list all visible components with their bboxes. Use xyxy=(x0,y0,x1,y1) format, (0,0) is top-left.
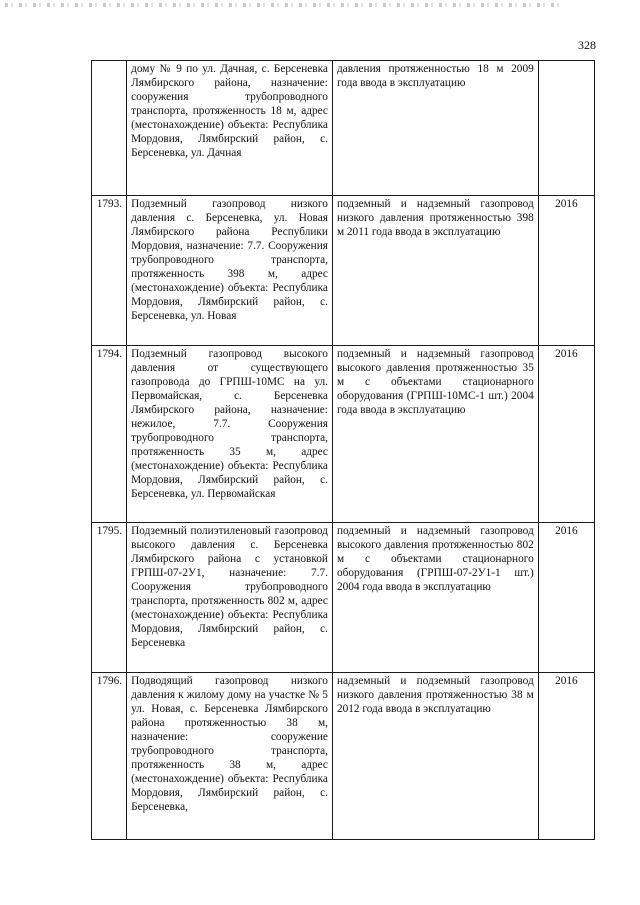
year-cell: 2016 xyxy=(538,673,594,840)
object-name-cell: дому № 9 по ул. Дачная, с. Берсеневка Лямбирского района, назначение: сооружения трубопроводного транспорта, протяженность 18 м, адрес (местонахождение) объекта: Республика Мордовия, Лямбирский район, с. Берсеневка, ул. Дачная xyxy=(127,61,333,196)
property-register-table xyxy=(91,60,595,840)
table-row xyxy=(92,196,595,346)
row-number-cell: 1795. xyxy=(92,523,127,673)
object-description-cell: подземный и надземный газопровод высокого давления протяженностью 802 м с объектами стационарного оборудования (ГРПШ-07-2У1-1 шт.) 2004 года ввода в эксплуатацию xyxy=(332,523,538,673)
row-number-cell: 1796. xyxy=(92,673,127,840)
object-description-cell: надземный и подземный газопровод низкого давления протяженностью 38 м 2012 года ввода в эксплуатацию xyxy=(332,673,538,840)
page-number: 328 xyxy=(578,38,596,52)
object-name-cell: Подземный газопровод высокого давления от существующего газопровода до ГРПШ-10МС на ул. Первомайская, с. Берсеневка Лямбирского района, назначение: нежилое, 7.7. Сооружения трубопроводного транспорта, протяженность 35 м, адрес (местонахождение) объекта: Республика Мордовия, Лямбирский район, с. Берсеневка, ул. Первомайская xyxy=(127,346,333,523)
table-row xyxy=(92,673,595,840)
object-name-cell: Подземный полиэтиленовый газопровод высокого давления с. Берсеневка Лямбирского района с установкой ГРПШ-07-2У1, назначение: 7.7. Сооружения трубопроводного транспорта, протяженность 802 м, адрес (местонахождение) объекта: Республика Мордовия, Лямбирский район, с. Берсеневка xyxy=(127,523,333,673)
object-description-cell: давления протяженностью 18 м 2009 года ввода в эксплуатацию xyxy=(332,61,538,196)
row-number-cell xyxy=(92,61,127,196)
object-description-cell: подземный и надземный газопровод высокого давления протяженностью 35 м с объектами стационарного оборудования (ГРПШ-10МС-1 шт.) 2004 года ввода в эксплуатацию xyxy=(332,346,538,523)
object-description-cell: подземный и надземный газопровод низкого давления протяженностью 398 м 2011 года ввода в эксплуатацию xyxy=(332,196,538,346)
year-cell: 2016 xyxy=(538,523,594,673)
table-row xyxy=(92,346,595,523)
object-name-cell: Подземный газопровод низкого давления с. Берсеневка, ул. Новая Лямбирского района Республики Мордовия, назначение: 7.7. Сооружения трубопроводного транспорта, протяженность 398 м, адрес (местонахождение) объекта: Республика Мордовия, Лямбирский район, с. Берсеневка, ул. Новая xyxy=(127,196,333,346)
year-cell xyxy=(538,61,594,196)
object-name-cell: Подводящий газопровод низкого давления к жилому дому на участке № 5 ул. Новая, с. Берсеневка Лямбирского района протяженностью 38 м, назначение: сооружение трубопроводного транспорта, протяженность 38 м, адрес (местонахождение) объекта: Республика Мордовия, Лямбирский район, с. Берсеневка, xyxy=(127,673,333,840)
table-row xyxy=(92,61,595,196)
table-row xyxy=(92,523,595,673)
year-cell: 2016 xyxy=(538,346,594,523)
row-number-cell: 1793. xyxy=(92,196,127,346)
year-cell: 2016 xyxy=(538,196,594,346)
scan-artifact-line xyxy=(5,3,565,7)
row-number-cell: 1794. xyxy=(92,346,127,523)
